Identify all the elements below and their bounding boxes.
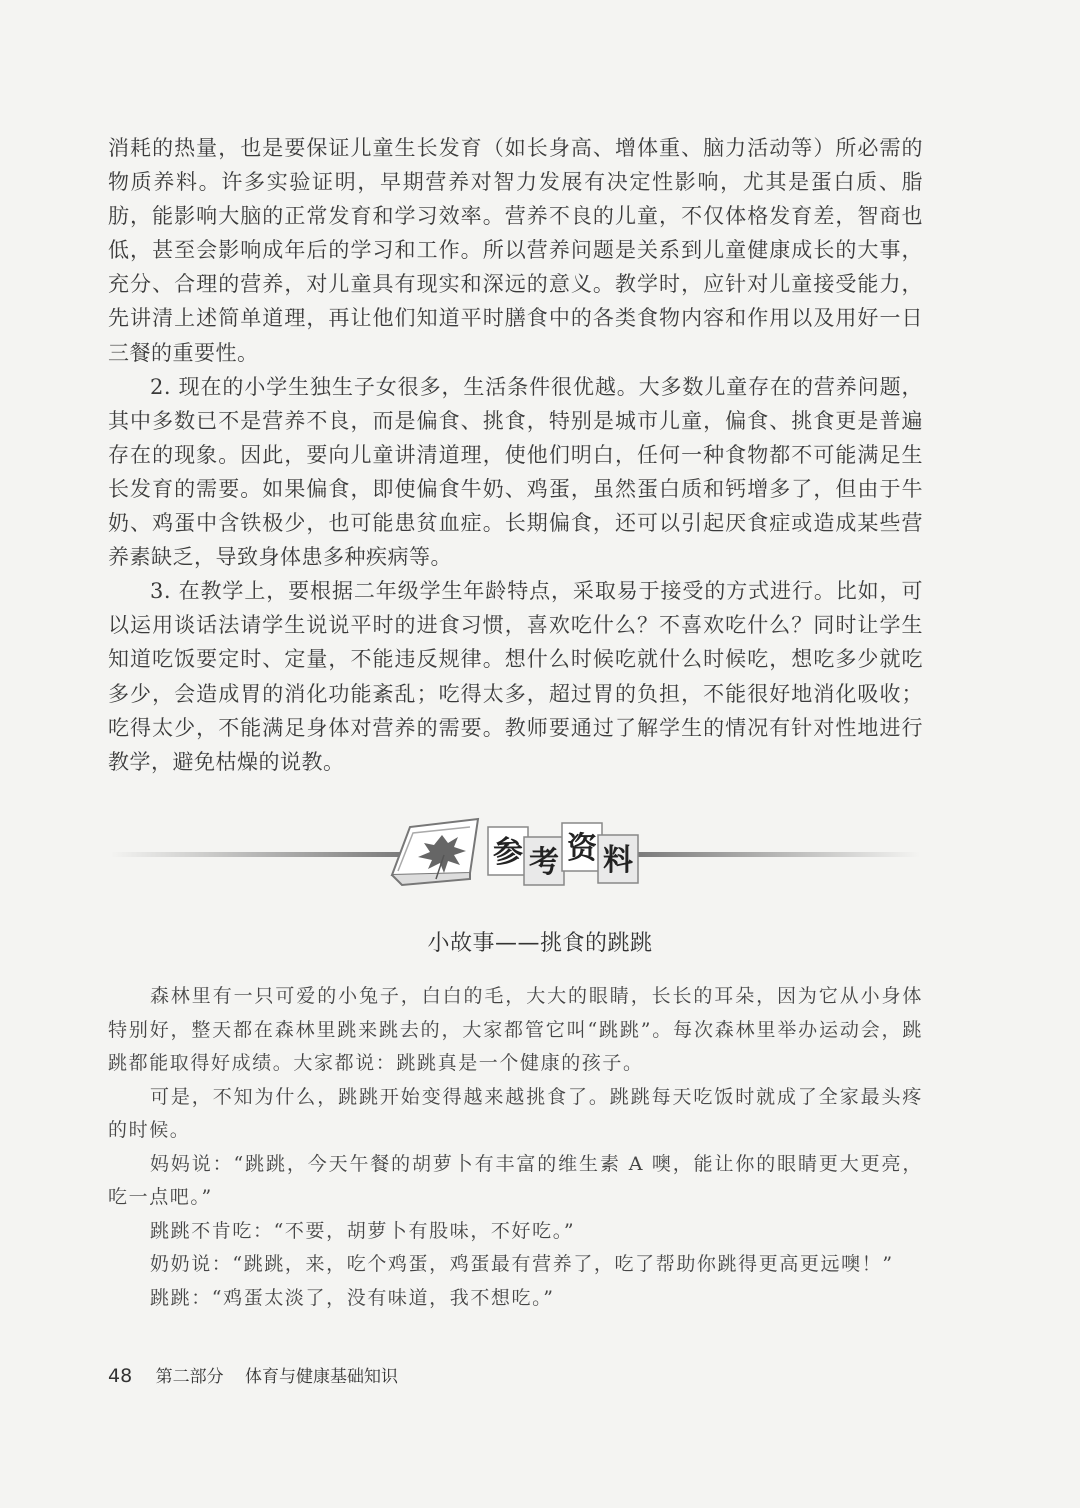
paragraph-1: 消耗的热量，也是要保证儿童生长发育（如长身高、增体重、脑力活动等）所必需的物质养料。许多实验证明，早期营养对智力发展有决定性影响，尤其是蛋白质、脂肪，能影响大脑的正常发育和学习效率。营养不良的儿童，不仅体格发育差，智商也低，甚至会影响成年后的学习和工作。所以营养问题是关系到儿童健康成长的大事，充分、合理的营养，对儿童具有现实和深远的意义。教学时，应针对儿童接受能力，先讲清上述简单道理，再让他们知道平时膳食中的各类食物内容和作用以及用好一日三餐的重要性。: [108, 136, 923, 365]
paragraph-2: 2. 现在的小学生独生子女很多，生活条件很优越。大多数儿童存在的营养问题，其中多数已不是营养不良，而是偏食、挑食，特别是城市儿童，偏食、挑食更是普遍存在的现象。因此，要向儿童讲清道理，使他们明白，任何一种食物都不可能满足生长发育的需要。如果偏食，即使偏食牛奶、鸡蛋，虽然蛋白质和钙增多了，但由于牛奶、鸡蛋中含铁极少，也可能患贫血症。长期偏食，还可以引起厌食症或造成某些营养素缺乏，导致身体患多种疾病等。: [108, 374, 923, 570]
banner-char-box-4: [598, 835, 638, 883]
banner-char-1: 参: [493, 835, 523, 870]
page-number: 48: [108, 1365, 133, 1387]
footer-part: 第二部分: [155, 1367, 224, 1387]
paragraph-3: 3. 在教学上，要根据二年级学生年龄特点，采取易于接受的方式进行。比如，可以运用谈话法请学生说说平时的进食习惯，喜欢吃什么？不喜欢吃什么？同时让学生知道吃饭要定时、定量，不能违反规律。想什么时候吃就什么时候吃，想吃多少就吃多少，会造成胃的消化功能紊乱；吃得太多，超过胃的负担，不能很好地消化吸收；吃得太少，不能满足身体对营养的需要。教师要通过了解学生的情况有针对性地进行教学，避免枯燥的说教。: [108, 579, 923, 774]
story-paragraph-6: 跳跳：“鸡蛋太淡了，没有味道，我不想吃。”: [150, 1286, 555, 1309]
reference-banner: [110, 805, 920, 905]
main-text: [108, 131, 923, 779]
story-paragraph-4: 跳跳不肯吃：“不要，胡萝卜有股味，不好吃。”: [150, 1219, 576, 1242]
banner-line-left: [110, 852, 410, 857]
banner-char-3: 资: [567, 831, 597, 866]
story-text: [108, 980, 923, 1315]
story-paragraph-2: 可是，不知为什么，跳跳开始变得越来越挑食了。跳跳每天吃饭时就成了全家最头疼的时候。: [108, 1085, 923, 1141]
story-paragraph-1: 森林里有一只可爱的小兔子，白白的毛，大大的眼睛，长长的耳朵，因为它从小身体特别好，整天都在森林里跳来跳去的，大家都管它叫“跳跳”。每次森林里举办运动会，跳跳都能取得好成绩。大家都说：跳跳真是一个健康的孩子。: [108, 985, 923, 1074]
banner-char-4: 料: [603, 843, 633, 878]
banner-char-box-1: [488, 827, 528, 875]
story-paragraph-3: 妈妈说：“跳跳，今天午餐的胡萝卜有丰富的维生素 A 噢，能让你的眼睛更大更亮，吃一点吧。”: [108, 1152, 923, 1208]
banner-char-box-3: [562, 823, 602, 871]
story-paragraph-5: 奶奶说：“跳跳，来，吃个鸡蛋，鸡蛋最有营养了，吃了帮助你跳得更高更远噢！”: [150, 1253, 894, 1275]
banner-line-right: [630, 852, 920, 857]
book-leaf-icon: [392, 819, 478, 885]
banner-char-box-2: [524, 837, 564, 885]
footer-section: 体育与健康基础知识: [245, 1367, 398, 1387]
page-footer: [108, 1362, 398, 1387]
banner-char-2: 考: [529, 845, 559, 880]
story-title: 小故事——挑食的跳跳: [427, 931, 653, 956]
